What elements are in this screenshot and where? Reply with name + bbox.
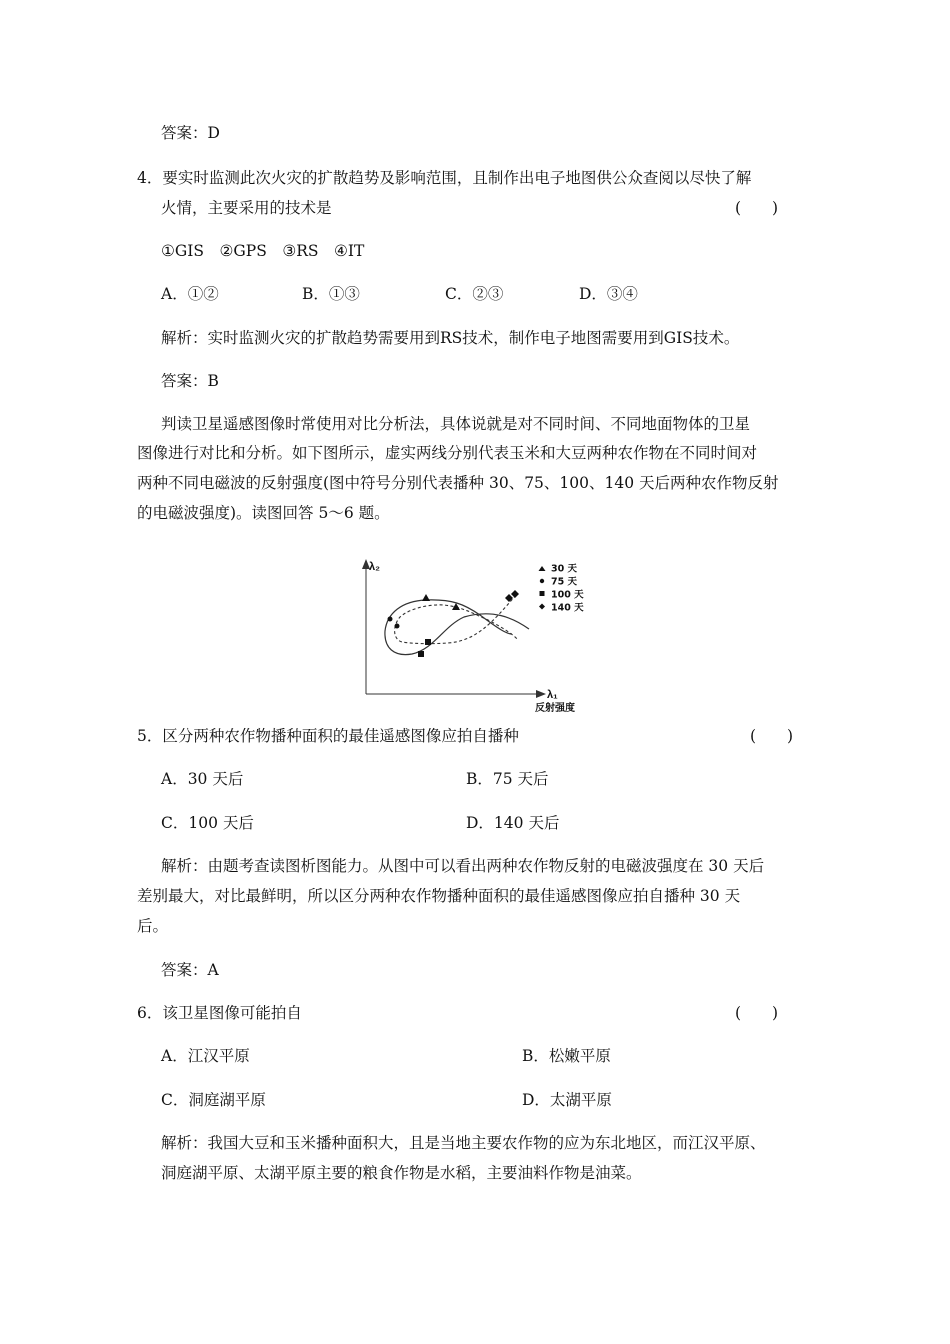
intro-line3: 两种不同电磁波的反射强度(图中符号分别代表播种 30、75、100、140 天后两种农作物反射 — [137, 474, 779, 492]
q6-option-c: C．洞庭湖平原 — [161, 1091, 266, 1109]
q5-option-c: C．100 天后 — [161, 814, 254, 832]
q4-answer: 答案：B — [161, 372, 219, 390]
legend-label-30: 30 天 — [551, 563, 578, 575]
marker-140-dashed — [505, 594, 513, 602]
intro-line4: 的电磁波强度)。读图回答 5～6 题。 — [137, 504, 390, 522]
q4-option-d: D．③④ — [579, 285, 638, 303]
q4-option-a: A．①② — [161, 285, 219, 303]
legend-square-icon — [540, 591, 545, 596]
q4-option-c: C．②③ — [445, 285, 504, 303]
marker-100-dashed — [425, 639, 431, 645]
legend-label-100: 100 天 — [551, 589, 584, 601]
marker-75-solid — [388, 617, 393, 622]
q5-analysis-line2: 差别最大，对比最鲜明，所以区分两种农作物播种面积的最佳遥感图像应拍自播种 30 天 — [137, 887, 741, 905]
marker-75-dashed — [395, 624, 400, 629]
q4-items: ①GIS ②GPS ③RS ④IT — [161, 242, 365, 260]
x-axis-arrow — [536, 690, 546, 698]
reflectance-diagram — [352, 553, 592, 713]
legend-triangle-icon — [539, 566, 546, 571]
marker-140-solid — [511, 590, 519, 598]
intro-line2: 图像进行对比和分析。如下图所示，虚实两线分别代表玉米和大豆两种农作物在不同时间对 — [137, 444, 758, 462]
q6-option-d: D．太湖平原 — [522, 1091, 612, 1109]
reflectance-figure — [352, 553, 592, 713]
q4-stem-line1: 4．要实时监测此次火灾的扩散趋势及影响范围，且制作出电子地图供公众查阅以尽快了解 — [137, 169, 752, 187]
legend-label-140: 140 天 — [551, 602, 584, 614]
q5-option-d: D．140 天后 — [466, 814, 560, 832]
q6-analysis-line1: 解析：我国大豆和玉米播种面积大，且是当地主要农作物的应为东北地区，而江汉平原、 — [161, 1134, 766, 1152]
legend-circle-icon — [540, 579, 544, 583]
x-axis-label: λ₁ — [547, 689, 558, 701]
q6-answer-bracket: ( ) — [735, 1004, 779, 1022]
q6-option-a: A．江汉平原 — [161, 1047, 250, 1065]
q4-stem-line2: 火情，主要采用的技术是 — [161, 199, 332, 217]
q4-answer-bracket: ( ) — [735, 199, 779, 217]
legend-label-75: 75 天 — [551, 576, 578, 588]
q5-option-a: A．30 天后 — [161, 770, 244, 788]
q4-option-b: B．①③ — [302, 285, 360, 303]
marker-100-solid — [418, 651, 424, 657]
q4-analysis: 解析：实时监测火灾的扩散趋势需要用到RS技术，制作电子地图需要用到GIS技术。 — [161, 329, 740, 347]
q6-stem: 6．该卫星图像可能拍自 — [137, 1004, 302, 1022]
q5-analysis-line3: 后。 — [137, 917, 169, 935]
q5-stem: 5．区分两种农作物播种面积的最佳遥感图像应拍自播种 — [137, 727, 519, 745]
q5-analysis-line1: 解析：由题考查读图析图能力。从图中可以看出两种农作物反射的电磁波强度在 30 天后 — [161, 857, 765, 875]
q3-answer: 答案：D — [161, 124, 220, 142]
legend-diamond-icon — [539, 604, 545, 610]
q6-analysis-line2: 洞庭湖平原、太湖平原主要的粮食作物是水稻，主要油料作物是油菜。 — [161, 1164, 642, 1182]
q6-option-b: B．松嫩平原 — [522, 1047, 611, 1065]
intro-line1: 判读卫星遥感图像时常使用对比分析法，具体说就是对不同时间、不同地面物体的卫星 — [161, 415, 751, 433]
legend — [539, 564, 585, 614]
q5-answer: 答案：A — [161, 961, 219, 979]
marker-30-solid — [422, 594, 430, 601]
x-axis-caption: 反射强度 — [535, 703, 575, 713]
y-axis-label: λ₂ — [369, 561, 381, 573]
q5-answer-bracket: ( ) — [750, 727, 794, 745]
q5-option-b: B．75 天后 — [466, 770, 549, 788]
